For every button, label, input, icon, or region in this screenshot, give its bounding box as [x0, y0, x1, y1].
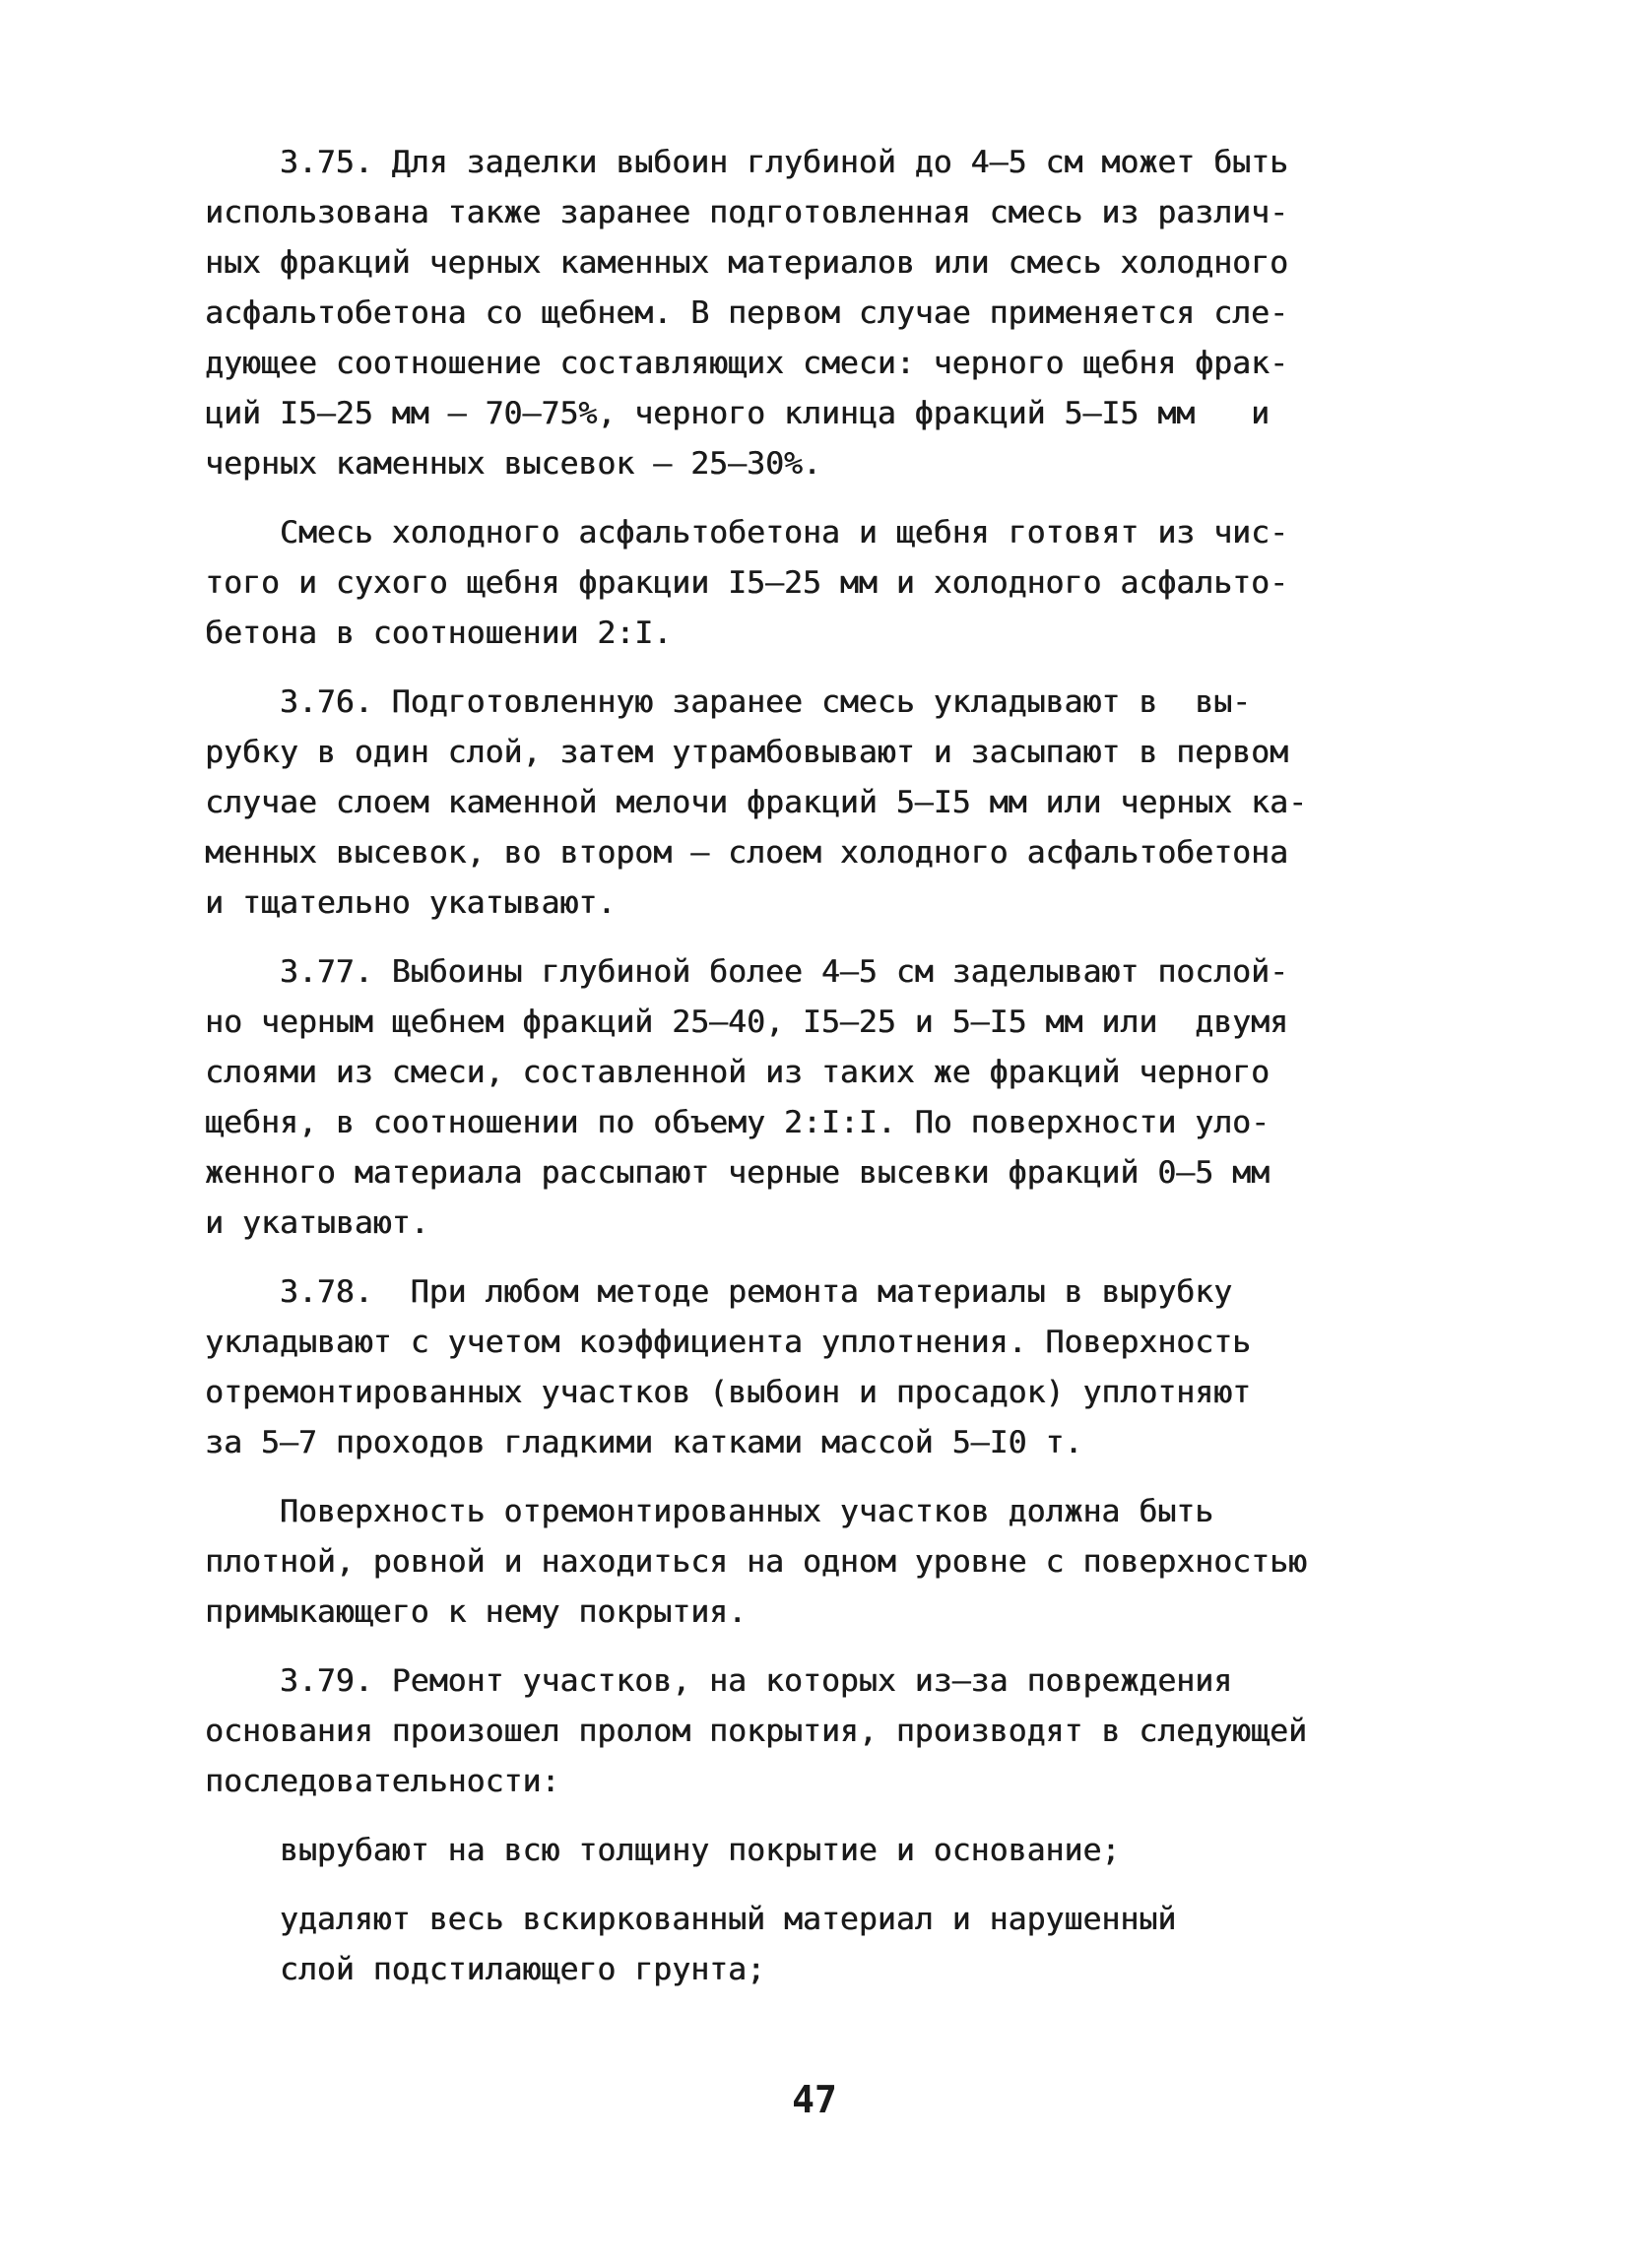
text-line: вырубают на всю толщину покрытие и основание;: [205, 1833, 1121, 1868]
text-line: женного материала рассыпают черные высевки фракций 0–5 мм: [205, 1155, 1270, 1191]
text-line: 3.76. Подготовленную заранее смесь укладывают в вы-: [205, 684, 1252, 720]
text-line: черных каменных высевок – 25–30%.: [205, 446, 821, 482]
text-line: отремонтированных участков (выбоин и просадок) уплотняют: [205, 1375, 1252, 1410]
paragraph-3-75: [205, 138, 1431, 489]
text-line: плотной, ровной и находиться на одном уровне с поверхностью: [205, 1544, 1307, 1580]
paragraph-3-78-continued: [205, 1487, 1431, 1638]
text-line: дующее соотношение составляющих смеси: черного щебня фрак-: [205, 346, 1288, 381]
text-line: ций I5–25 мм – 70–75%, черного клинца фракций 5–I5 мм и: [205, 396, 1270, 431]
text-line: укладывают с учетом коэффициента уплотнения. Поверхность: [205, 1325, 1252, 1360]
text-line: менных высевок, во втором – слоем холодного асфальтобетона: [205, 835, 1288, 871]
text-line: ных фракций черных каменных материалов или смесь холодного: [205, 245, 1288, 281]
text-line: бетона в соотношении 2:I.: [205, 616, 673, 651]
text-line: основания произошел пролом покрытия, производят в следующей: [205, 1714, 1307, 1749]
paragraph-3-79: [205, 1656, 1431, 1807]
text-line: и тщательно укатывают.: [205, 885, 617, 921]
paragraph-3-78: [205, 1267, 1431, 1468]
text-line: щебня, в соотношении по объему 2:I:I. По поверхности уло-: [205, 1105, 1270, 1140]
text-line: и укатывают.: [205, 1205, 429, 1241]
text-line: Поверхность отремонтированных участков должна быть: [205, 1494, 1214, 1529]
text-line: 3.79. Ремонт участков, на которых из–за повреждения: [205, 1663, 1233, 1699]
text-line: асфальтобетона со щебнем. В первом случае применяется сле-: [205, 295, 1288, 331]
body-text: [205, 138, 1431, 1995]
list-item-remove-material: [205, 1895, 1431, 1995]
text-line: 3.77. Выбоины глубиной более 4–5 см заделывают послой-: [205, 954, 1288, 990]
text-line: последовательности:: [205, 1764, 560, 1799]
paragraph-3-77: [205, 947, 1431, 1249]
text-line: того и сухого щебня фракции I5–25 мм и холодного асфальто-: [205, 565, 1288, 601]
text-line: 3.78. При любом методе ремонта материалы в вырубку: [205, 1274, 1233, 1310]
text-line: слой подстилающего грунта;: [205, 1952, 765, 1987]
text-line: Смесь холодного асфальтобетона и щебня готовят из чис-: [205, 515, 1288, 551]
page-number: 47: [792, 2078, 837, 2121]
text-line: за 5–7 проходов гладкими катками массой 5–I0 т.: [205, 1425, 1083, 1460]
text-line: удаляют весь вскиркованный материал и нарушенный: [205, 1902, 1177, 1937]
paragraph-3-76: [205, 678, 1431, 929]
text-line: использована также заранее подготовленная смесь из различ-: [205, 195, 1288, 230]
paragraph-3-75-continued: [205, 508, 1431, 659]
text-line: рубку в один слой, затем утрамбовывают и засыпают в первом: [205, 735, 1288, 770]
text-line: случае слоем каменной мелочи фракций 5–I5 мм или черных ка-: [205, 785, 1307, 820]
text-line: слоями из смеси, составленной из таких же фракций черного: [205, 1055, 1270, 1090]
text-line: примыкающего к нему покрытия.: [205, 1594, 747, 1630]
text-line: но черным щебнем фракций 25–40, I5–25 и 5–I5 мм или двумя: [205, 1004, 1288, 1040]
list-item-cut-out: [205, 1826, 1431, 1876]
text-line: 3.75. Для заделки выбоин глубиной до 4–5 см может быть: [205, 145, 1288, 180]
